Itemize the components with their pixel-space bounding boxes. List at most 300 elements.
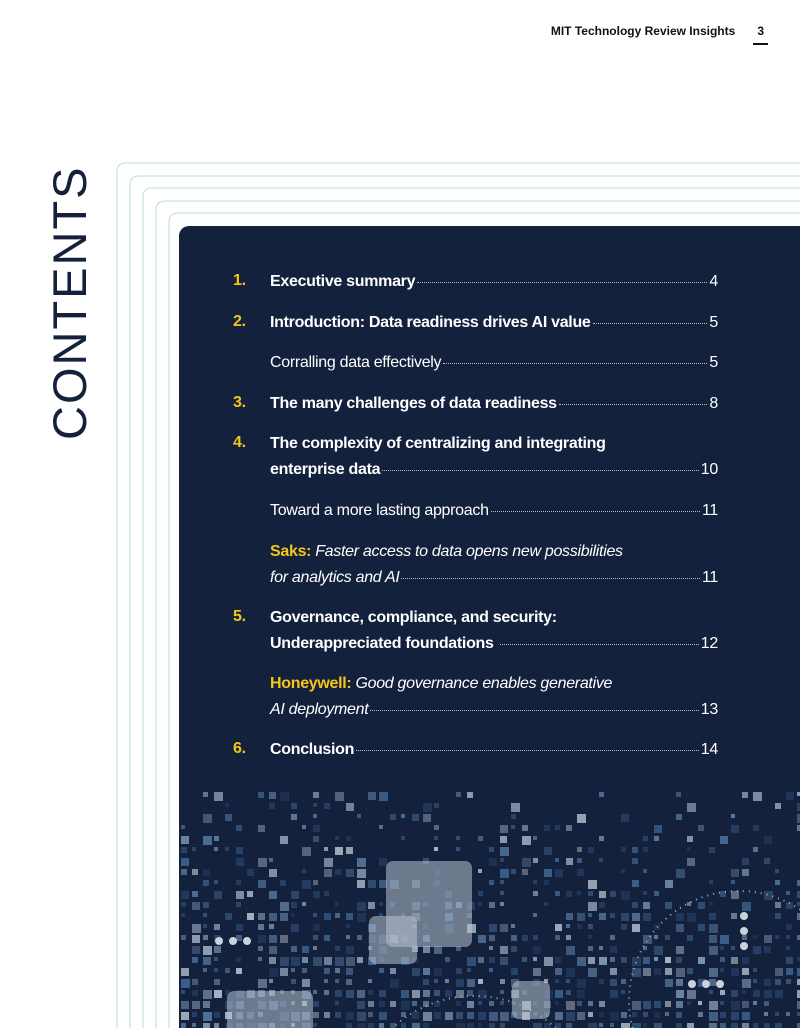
- pattern-square: [764, 1001, 769, 1006]
- pattern-square: [731, 869, 739, 877]
- pattern-square: [775, 979, 781, 985]
- pattern-square: [599, 891, 606, 898]
- pattern-square: [610, 946, 617, 953]
- pattern-square: [247, 869, 254, 876]
- pattern-square: [434, 990, 440, 996]
- pattern-square: [533, 891, 538, 896]
- pattern-square: [511, 924, 515, 928]
- pattern-square: [775, 968, 783, 976]
- pattern-square: [379, 825, 383, 829]
- pattern-square: [313, 1001, 319, 1007]
- pattern-square: [654, 946, 663, 955]
- pattern-square: [566, 946, 575, 955]
- pattern-square: [786, 957, 793, 964]
- pattern-square: [511, 946, 517, 952]
- pattern-square: [533, 946, 541, 954]
- pattern-square: [753, 968, 757, 972]
- pattern-square: [423, 946, 430, 953]
- toc-page: 11: [701, 502, 718, 519]
- pattern-square: [676, 814, 682, 820]
- pattern-square: [236, 847, 243, 854]
- toc-number: 2.: [233, 313, 246, 330]
- pattern-square: [269, 858, 273, 862]
- pattern-square: [181, 990, 185, 994]
- pattern-square: [412, 1001, 417, 1006]
- pattern-square: [566, 979, 570, 983]
- pattern-square: [192, 1001, 200, 1009]
- pattern-square: [269, 869, 277, 877]
- dot-leader: [370, 710, 698, 711]
- pattern-square: [401, 836, 405, 840]
- pattern-square: [214, 1023, 219, 1028]
- pattern-square: [390, 1001, 396, 1007]
- pattern-dot: [688, 980, 696, 988]
- pattern-square: [324, 869, 332, 877]
- pattern-square: [214, 957, 218, 961]
- pattern-square: [676, 1001, 683, 1008]
- toc-title-line1: Faster access to data opens new possibilities: [315, 543, 623, 560]
- toc-page: 10: [700, 461, 718, 478]
- pattern-square: [610, 968, 617, 975]
- pattern-square: [236, 902, 241, 907]
- pattern-square: [401, 1001, 410, 1010]
- pattern-square: [720, 1001, 724, 1005]
- pattern-square: [313, 924, 320, 931]
- pattern-square: [786, 935, 790, 939]
- pattern-square: [753, 847, 758, 852]
- toc-number: 5.: [233, 608, 246, 625]
- pattern-square: [643, 902, 650, 909]
- pattern-square: [214, 924, 220, 930]
- pattern-square: [313, 946, 317, 950]
- pattern-square: [764, 946, 771, 953]
- pattern-square: [720, 1012, 726, 1018]
- pattern-square: [456, 1023, 465, 1028]
- pattern-square: [577, 913, 585, 921]
- pattern-square: [555, 957, 561, 963]
- pattern-square: [555, 1001, 559, 1005]
- pattern-square: [687, 858, 695, 866]
- dot-leader: [559, 404, 708, 405]
- pattern-square: [192, 935, 200, 943]
- pattern-square: [588, 968, 597, 977]
- pattern-square: [555, 924, 562, 931]
- pattern-square: [577, 990, 585, 998]
- pattern-square: [203, 869, 210, 876]
- toc-page: 13: [700, 701, 718, 718]
- pattern-square: [434, 836, 438, 840]
- pattern-square: [258, 979, 267, 988]
- pattern-square: [566, 825, 572, 831]
- pattern-square: [742, 858, 749, 865]
- pattern-square: [522, 935, 528, 941]
- pattern-square: [555, 891, 560, 896]
- pattern-square: [764, 1012, 768, 1016]
- pattern-square: [368, 1001, 374, 1007]
- pattern-square: [236, 935, 242, 941]
- pattern-square: [401, 1023, 406, 1028]
- pattern-square: [214, 880, 218, 884]
- pattern-square: [775, 803, 781, 809]
- pattern-square: [500, 891, 504, 895]
- toc-title-line2: enterprise data: [270, 461, 381, 478]
- pattern-square: [731, 913, 737, 919]
- pattern-dot: [740, 912, 748, 920]
- pattern-square: [313, 880, 318, 885]
- pattern-square: [500, 957, 508, 965]
- pattern-square: [368, 902, 375, 909]
- pattern-square: [335, 990, 342, 997]
- pattern-square: [511, 869, 516, 874]
- pattern-square: [588, 1012, 593, 1017]
- pattern-square: [225, 847, 229, 851]
- pattern-square: [709, 968, 718, 977]
- pattern-square: [654, 836, 659, 841]
- pattern-square: [467, 968, 471, 972]
- pattern-square: [247, 913, 254, 920]
- pattern-square: [313, 825, 320, 832]
- dot-leader: [417, 282, 707, 283]
- pattern-square: [434, 847, 438, 851]
- toc-title: Corralling data effectively: [270, 354, 442, 371]
- pattern-square: [654, 1001, 661, 1008]
- pattern-square: [357, 869, 366, 878]
- pattern-square: [324, 891, 329, 896]
- pattern-square: [478, 869, 482, 873]
- pattern-square: [478, 891, 483, 896]
- pattern-square: [533, 968, 541, 976]
- pattern-square: [698, 957, 705, 964]
- pattern-square: [445, 979, 449, 983]
- pattern-square: [489, 968, 493, 972]
- pattern-square: [346, 990, 354, 998]
- pattern-square: [566, 913, 573, 920]
- pattern-square: [577, 858, 582, 863]
- pattern-square: [632, 902, 638, 908]
- pattern-square: [302, 957, 308, 963]
- company-name: Saks:: [270, 543, 312, 560]
- pattern-square: [599, 858, 603, 862]
- pattern-square: [764, 935, 772, 943]
- pattern-square: [401, 990, 409, 998]
- pattern-square: [731, 1023, 738, 1028]
- pattern-square: [181, 935, 186, 940]
- pattern-square: [665, 1012, 669, 1016]
- pattern-square: [203, 913, 207, 917]
- pattern-square: [764, 858, 770, 864]
- pattern-square: [621, 924, 627, 930]
- pattern-square: [544, 825, 550, 831]
- pattern-square: [181, 1012, 189, 1020]
- pattern-dot: [243, 937, 251, 945]
- pattern-square: [258, 913, 265, 920]
- pattern-square: [192, 869, 198, 875]
- pattern-square: [621, 979, 626, 984]
- pattern-square: [181, 1001, 189, 1009]
- pattern-square: [533, 836, 537, 840]
- pattern-square: [324, 1012, 330, 1018]
- pattern-square: [665, 979, 673, 987]
- pattern-square: [643, 836, 648, 841]
- pattern-square: [335, 792, 344, 801]
- publication-name: MIT Technology Review Insights: [550, 24, 736, 38]
- pattern-square: [731, 1012, 739, 1020]
- pattern-square: [302, 880, 311, 889]
- pattern-square: [643, 1012, 648, 1017]
- pattern-square: [291, 968, 295, 972]
- pattern-square: [258, 946, 263, 951]
- pattern-square: [698, 1012, 703, 1017]
- pattern-square: [632, 880, 639, 887]
- pattern-square: [478, 979, 483, 984]
- pattern-square: [258, 880, 266, 888]
- pattern-square: [621, 891, 630, 900]
- pattern-dot: [215, 937, 223, 945]
- pattern-square: [346, 1023, 352, 1028]
- pattern-square: [676, 946, 684, 954]
- pattern-square: [258, 858, 267, 867]
- pattern-square: [236, 924, 243, 931]
- dot-leader: [491, 511, 700, 512]
- pattern-square: [335, 913, 340, 918]
- pattern-square: [357, 1001, 365, 1009]
- pattern-square: [643, 968, 651, 976]
- pattern-square: [555, 869, 563, 877]
- pattern-square: [181, 902, 186, 907]
- pattern-square: [236, 891, 244, 899]
- pattern-square: [225, 814, 232, 821]
- pattern-square: [445, 990, 452, 997]
- pattern-square: [511, 803, 520, 812]
- pattern-square: [456, 990, 464, 998]
- pattern-square: [214, 1012, 220, 1018]
- pattern-square: [731, 814, 735, 818]
- pattern-square: [181, 836, 189, 844]
- pattern-square: [489, 1001, 494, 1006]
- pattern-square: [599, 1023, 603, 1027]
- pattern-square: [214, 836, 219, 841]
- pattern-square: [621, 847, 626, 852]
- pattern-square: [291, 946, 297, 952]
- pattern-square: [467, 1001, 474, 1008]
- pattern-square: [346, 847, 353, 854]
- pattern-square: [786, 946, 790, 950]
- pattern-square: [654, 1023, 662, 1028]
- pattern-square: [291, 814, 297, 820]
- pattern-square: [720, 957, 725, 962]
- toc-title-line2: Underappreciated foundations: [270, 635, 494, 652]
- pattern-square: [720, 968, 724, 972]
- pattern-square: [632, 1012, 637, 1017]
- pattern-square: [786, 924, 792, 930]
- pattern-square: [258, 957, 262, 961]
- pattern-square: [764, 1023, 770, 1028]
- pattern-square: [720, 946, 724, 950]
- pattern-square: [533, 858, 538, 863]
- pattern-square: [489, 935, 495, 941]
- pattern-square: [687, 803, 696, 812]
- pattern-square: [335, 1001, 339, 1005]
- pattern-square: [577, 814, 586, 823]
- pattern-square: [203, 792, 208, 797]
- pattern-square: [566, 935, 571, 940]
- pattern-square: [357, 902, 366, 911]
- pattern-square: [247, 891, 253, 897]
- pattern-square: [588, 1023, 597, 1028]
- pattern-square: [346, 946, 354, 954]
- pattern-square: [324, 968, 330, 974]
- pattern-dot: [740, 942, 748, 950]
- pattern-square: [335, 869, 341, 875]
- pattern-square: [225, 968, 230, 973]
- pattern-square: [753, 1023, 758, 1028]
- pattern-square: [313, 913, 317, 917]
- pattern-square: [742, 902, 751, 911]
- pattern-square: [654, 968, 661, 975]
- pattern-square: [775, 902, 781, 908]
- pattern-square: [478, 990, 487, 999]
- pattern-square: [357, 1023, 366, 1028]
- pattern-square: [599, 792, 604, 797]
- pattern-square: [621, 1023, 630, 1028]
- pattern-square: [346, 935, 350, 939]
- pattern-square: [742, 935, 747, 940]
- pattern-square: [533, 880, 537, 884]
- pattern-square: [357, 880, 365, 888]
- toc-title: Introduction: Data readiness drives AI value: [270, 314, 591, 331]
- pattern-square: [489, 902, 495, 908]
- pattern-square: [357, 913, 366, 922]
- pattern-square: [302, 902, 306, 906]
- pattern-square: [632, 858, 638, 864]
- pattern-square: [181, 858, 189, 866]
- pattern-square: [456, 1001, 461, 1006]
- pattern-square: [456, 836, 460, 840]
- pattern-square: [357, 957, 363, 963]
- contents-panel: [179, 226, 800, 1028]
- toc-title-line2: AI deployment: [270, 701, 369, 718]
- pattern-square: [555, 825, 560, 830]
- pattern-square: [192, 990, 198, 996]
- pattern-square: [511, 968, 518, 975]
- pattern-square: [214, 990, 222, 998]
- pattern-square: [346, 1012, 354, 1020]
- pattern-square: [423, 814, 431, 822]
- pattern-square: [181, 968, 189, 976]
- pattern-square: [720, 990, 725, 995]
- pattern-square: [324, 990, 329, 995]
- pattern-square: [621, 957, 627, 963]
- pattern-square: [434, 803, 439, 808]
- pattern-square: [489, 1023, 495, 1028]
- pattern-square: [181, 869, 187, 875]
- pattern-square: [775, 913, 781, 919]
- pattern-square: [764, 836, 772, 844]
- pattern-square: [588, 957, 595, 964]
- pattern-square: [753, 825, 759, 831]
- pattern-square: [610, 957, 615, 962]
- page-number: 3: [757, 24, 764, 38]
- pattern-square: [379, 792, 388, 801]
- pattern-square: [764, 891, 773, 900]
- pattern-square: [324, 847, 328, 851]
- pattern-square: [610, 913, 615, 918]
- pattern-square: [610, 990, 618, 998]
- pattern-large-square: [512, 981, 550, 1019]
- pattern-square: [577, 847, 582, 852]
- pattern-square: [434, 1001, 440, 1007]
- pattern-square: [588, 1001, 593, 1006]
- pattern-square: [335, 946, 340, 951]
- pattern-square: [610, 979, 617, 986]
- pattern-square: [731, 1001, 740, 1010]
- pattern-square: [181, 891, 189, 899]
- pattern-square: [577, 1001, 582, 1006]
- pattern-square: [181, 913, 185, 917]
- pattern-square: [335, 968, 340, 973]
- toc-number: 3.: [233, 394, 246, 411]
- pattern-square: [346, 968, 353, 975]
- pattern-square: [203, 990, 212, 999]
- pattern-square: [786, 891, 790, 895]
- pattern-square: [489, 1012, 498, 1021]
- pattern-square: [742, 1001, 749, 1008]
- pattern-square: [214, 792, 223, 801]
- pattern-square: [720, 891, 726, 897]
- pattern-square: [577, 891, 581, 895]
- pattern-square: [511, 825, 515, 829]
- pattern-square: [390, 1023, 396, 1028]
- pattern-square: [676, 990, 684, 998]
- pattern-square: [665, 968, 672, 975]
- pattern-square: [775, 880, 780, 885]
- toc-page: 11: [701, 569, 718, 586]
- pattern-square: [181, 1023, 186, 1028]
- pattern-square: [709, 935, 717, 943]
- pattern-square: [588, 935, 592, 939]
- pattern-square: [720, 935, 729, 944]
- pattern-square: [731, 990, 738, 997]
- pattern-square: [192, 957, 198, 963]
- pattern-square: [742, 979, 751, 988]
- pattern-square: [269, 979, 273, 983]
- pattern-square: [346, 836, 351, 841]
- dot-leader: [593, 323, 708, 324]
- toc-title-line1: The complexity of centralizing and integrating: [270, 435, 606, 452]
- pattern-square: [302, 968, 307, 973]
- pattern-square: [764, 979, 771, 986]
- dot-leader: [382, 470, 699, 471]
- pattern-square: [731, 946, 735, 950]
- pattern-square: [456, 968, 462, 974]
- pattern-square: [665, 880, 673, 888]
- pattern-square: [467, 990, 473, 996]
- pattern-square: [379, 1023, 384, 1028]
- pattern-square: [500, 946, 508, 954]
- pattern-square: [654, 957, 658, 961]
- pattern-dot: [702, 980, 710, 988]
- pattern-square: [577, 924, 582, 929]
- pattern-square: [676, 1012, 682, 1018]
- pattern-square: [654, 1012, 660, 1018]
- pattern-square: [687, 968, 693, 974]
- pattern-square: [467, 1023, 474, 1028]
- pattern-square: [445, 957, 450, 962]
- pattern-square: [500, 1023, 505, 1028]
- pattern-square: [500, 1001, 504, 1005]
- pattern-square: [709, 847, 715, 853]
- pattern-square: [489, 858, 497, 866]
